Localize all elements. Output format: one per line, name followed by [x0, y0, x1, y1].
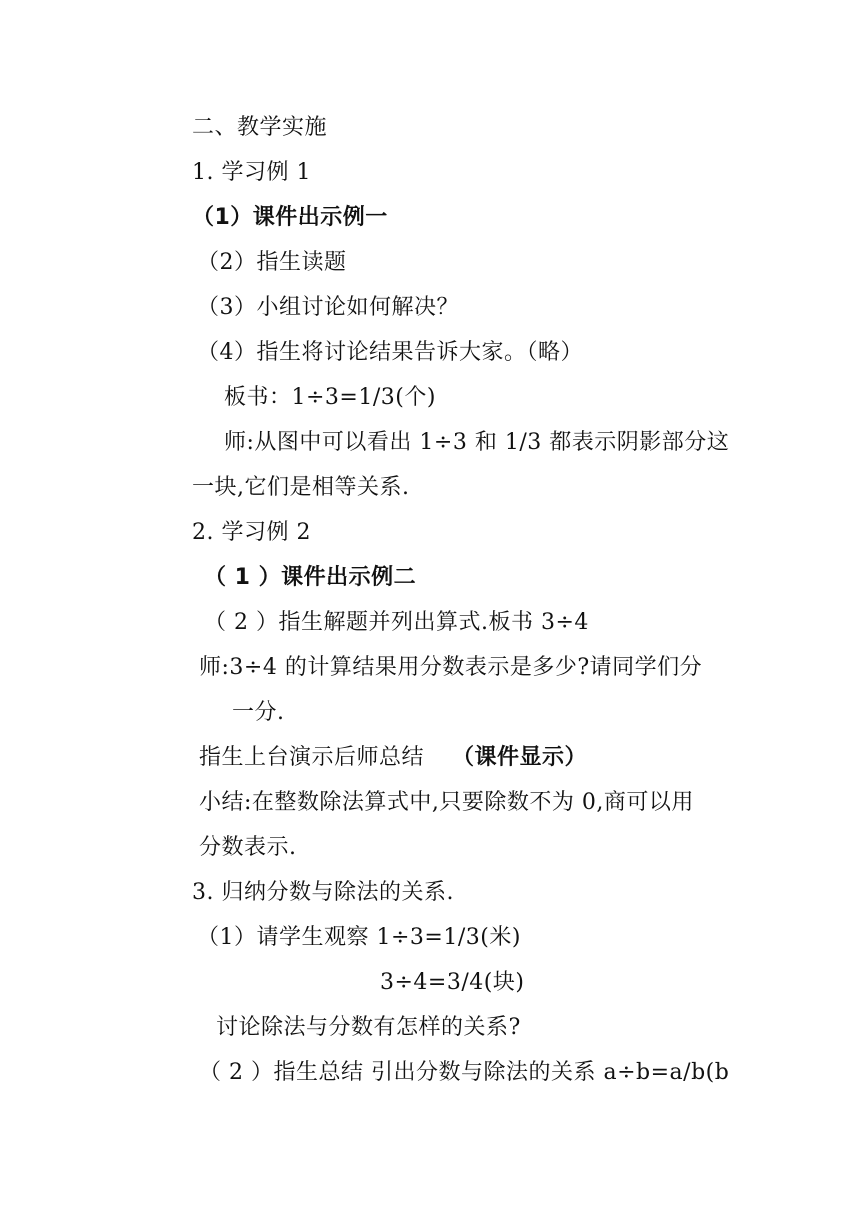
summary-a: 小结:在整数除法算式中,只要除数不为 0,商可以用 — [199, 790, 694, 815]
discussion-prompt: 讨论除法与分数有怎样的关系? — [216, 1015, 521, 1040]
step-1-2: （2）指生读题 — [197, 250, 347, 275]
step-3-2: （ 2 ）指生总结 引出分数与除法的关系 a÷b=a/b(b — [199, 1060, 730, 1085]
section-heading: 二、教学实施 — [192, 115, 328, 140]
example-1-heading: 1. 学习例 1 — [192, 160, 311, 185]
step-1-3: （3）小组讨论如何解决？ — [197, 295, 459, 320]
summary-b: 分数表示. — [199, 835, 297, 860]
step-1-1: （1）课件出示例一 — [192, 205, 388, 230]
step-2-2: （ 2 ）指生解题并列出算式.板书 3÷4 — [204, 610, 589, 635]
teacher-question-a: 师:3÷4 的计算结果用分数表示是多少?请同学们分 — [199, 655, 703, 680]
demo-note: 指生上台演示后师总结 — [199, 745, 425, 770]
teacher-remark-1b: 一块,它们是相等关系. — [192, 475, 410, 500]
courseware-note: （课件显示） — [452, 745, 588, 770]
teacher-remark-1a: 师:从图中可以看出 1÷3 和 1/3 都表示阴影部分这 — [224, 430, 730, 455]
example-2-heading: 2. 学习例 2 — [192, 520, 311, 545]
step-1-4: （4）指生将讨论结果告诉大家。（略） — [197, 340, 583, 365]
relation-heading: 3. 归纳分数与除法的关系. — [192, 880, 454, 905]
step-2-1: （ 1 ）课件出示例二 — [204, 565, 417, 590]
step-3-1: （1）请学生观察 1÷3=1/3(米) — [197, 925, 521, 950]
step-3-1-equation: 3÷4=3/4(块) — [380, 970, 525, 995]
board-note-1: 板书：1÷3=1/3(个) — [224, 385, 436, 410]
teacher-question-b: 一分. — [232, 700, 285, 725]
